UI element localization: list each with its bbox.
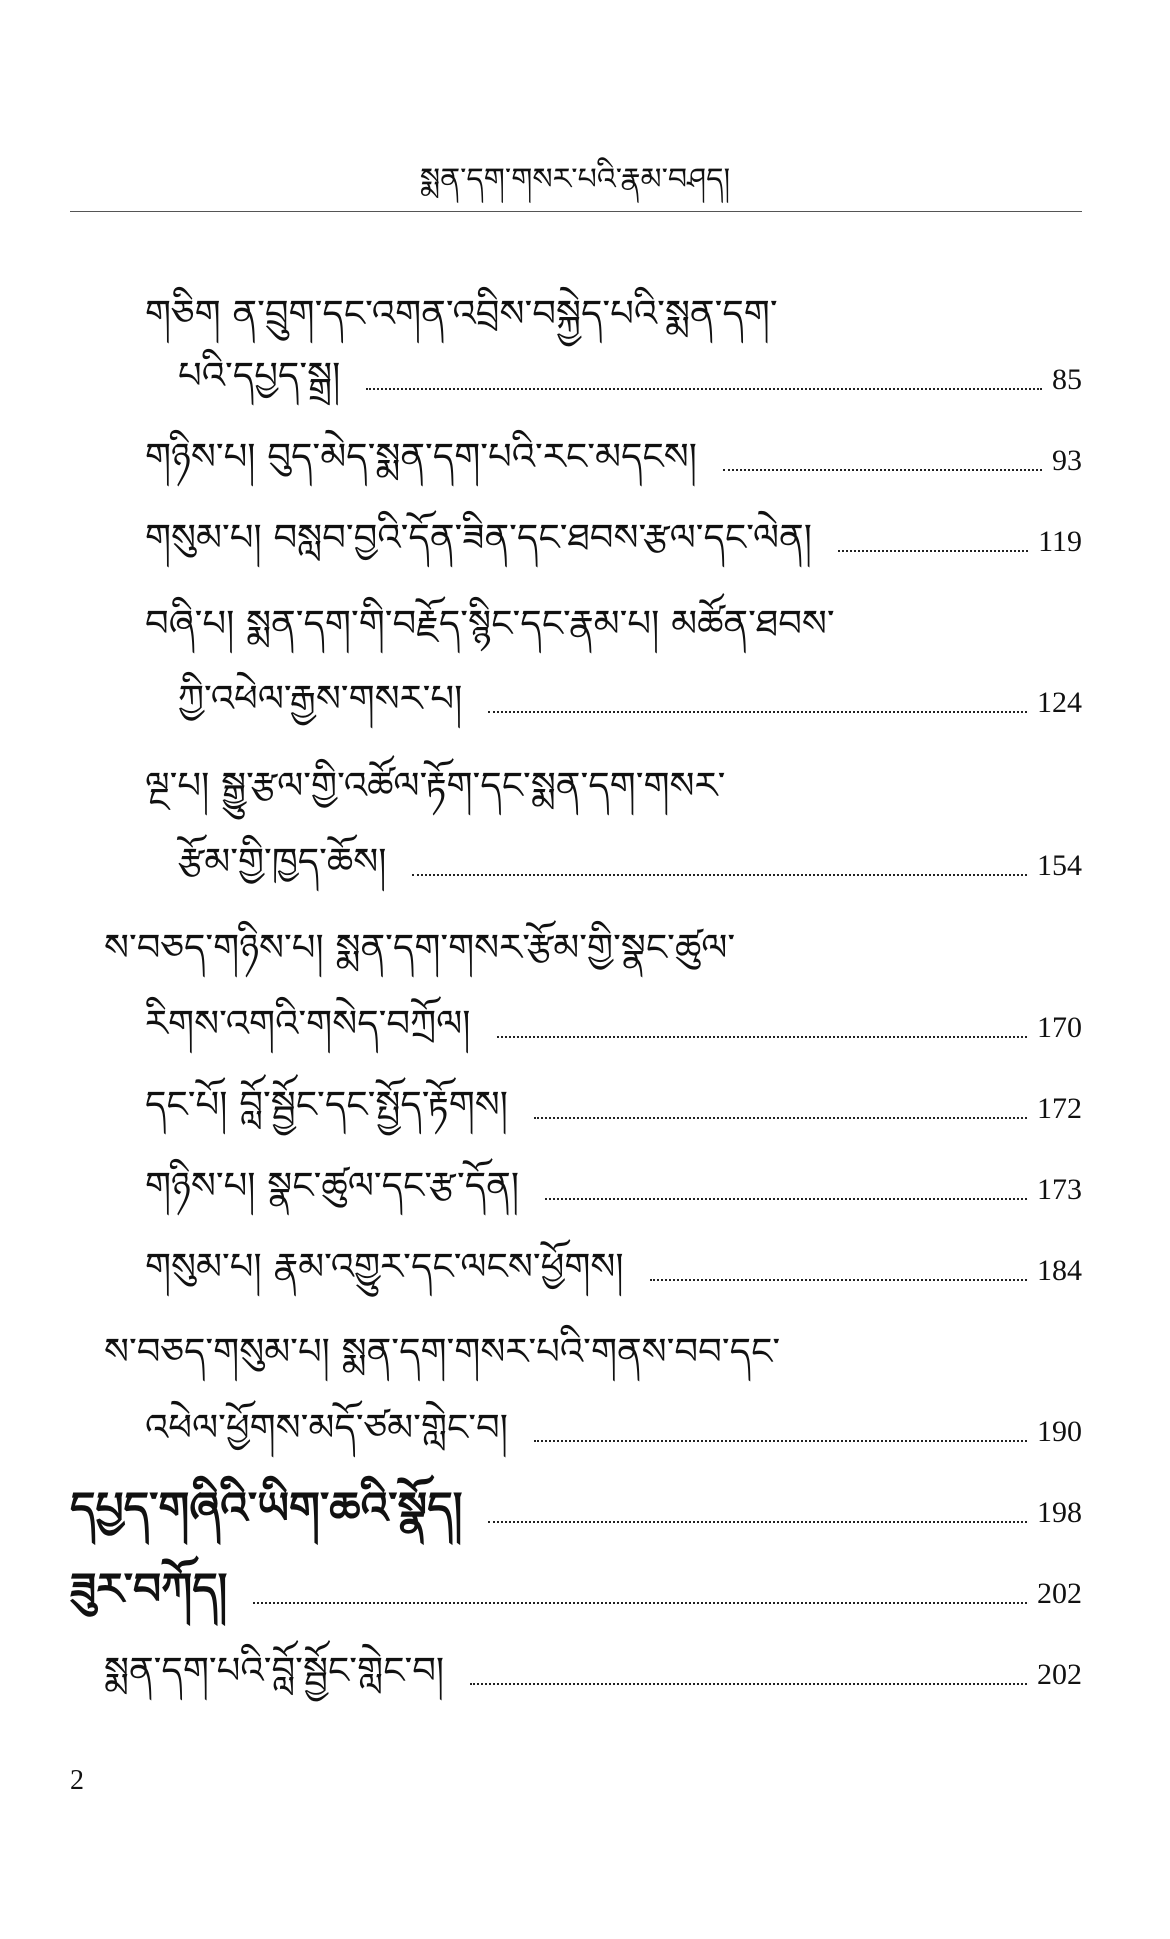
toc-entry[interactable] xyxy=(145,504,1082,564)
toc-entry[interactable] xyxy=(145,990,1082,1050)
toc-entry[interactable] xyxy=(145,280,1082,340)
toc-entry[interactable] xyxy=(145,1394,1082,1454)
toc-page-number: 93 xyxy=(1052,444,1082,477)
dot-leader xyxy=(650,1279,1027,1281)
toc-entry[interactable] xyxy=(145,752,1082,812)
dot-leader xyxy=(253,1602,1027,1604)
toc-entry-title: ལྔ་པ། སྒྱུ་རྩལ་གྱི་འཚོལ་རྟོག་དང་སྨན་དག་གསར་ xyxy=(145,764,726,807)
toc-entry[interactable] xyxy=(104,1637,1082,1697)
toc-entry-title: སྨན་དག་པའི་བློ་སྦྱོང་གླེང་བ། xyxy=(104,1649,445,1692)
toc-entry[interactable] xyxy=(178,342,1082,402)
page-number: 2 xyxy=(70,1765,84,1796)
dot-leader xyxy=(412,874,1027,876)
toc-entry[interactable] xyxy=(104,914,1082,974)
running-header: སྨན་དག་གསར་པའི་རྣམ་བཤད། xyxy=(419,162,731,197)
header-rule xyxy=(70,211,1082,212)
toc-entry-title: གསུམ་པ། རྣམ་འགྱུར་དང་ལངས་ཕྱོགས། xyxy=(145,1245,624,1288)
toc-entry-title: པའི་དཔྱད་སྒྲ། xyxy=(178,354,341,397)
toc-entry-title: རྩོམ་གྱི་ཁྱད་ཆོས། xyxy=(178,840,387,883)
toc-entry[interactable] xyxy=(104,1318,1082,1378)
toc-page-number: 190 xyxy=(1037,1415,1082,1448)
toc-entry[interactable] xyxy=(145,1233,1082,1293)
toc-entry-title: གཉིས་པ། བུད་མེད་སྨན་དག་པའི་རང་མདངས། xyxy=(145,435,697,478)
toc-entry-title: གཅིག ན་བྲུག་དང་འགན་འབྲིས་བསྐྱེད་པའི་སྨན་དག་ xyxy=(145,292,778,335)
toc-entry-title: རིགས་འགའི་གསེད་བཀྲོལ། xyxy=(145,1002,471,1045)
dot-leader xyxy=(838,550,1028,552)
toc-entry-title: ཟུར་བཀོད། xyxy=(70,1564,228,1615)
toc-entry-title: ས་བཅད་གསུམ་པ། སྨན་དག་གསར་པའི་གནས་བབ་དང་ xyxy=(104,1330,781,1373)
toc-entry-title: གསུམ་པ། བསླབ་བྱའི་དོན་ཟིན་དང་ཐབས་རྩལ་དང་ལེན། xyxy=(145,516,812,559)
toc-entry-title: དཔྱད་གཞིའི་ཡིག་ཆའི་སྣོད། xyxy=(70,1483,463,1534)
toc-page-number: 154 xyxy=(1037,849,1082,882)
toc-entry-title: བཞི་པ། སྨན་དག་གི་བརྗོད་སྙིང་དང་རྣམ་པ། མཚོན་ཐབས་ xyxy=(145,602,835,645)
toc-entry-title: ཀྱི་འཕེལ་རྒྱས་གསར་པ། xyxy=(178,677,463,720)
toc-entry[interactable] xyxy=(145,1071,1082,1131)
toc-page-number: 198 xyxy=(1037,1496,1082,1529)
dot-leader xyxy=(723,469,1042,471)
toc-entry[interactable] xyxy=(145,590,1082,650)
toc-entry-title: ས་བཅད་གཉིས་པ། སྨན་དག་གསར་རྩོམ་གྱི་སྣང་ཚུལ་ xyxy=(104,926,736,969)
dot-leader xyxy=(497,1036,1028,1038)
toc-page-number: 170 xyxy=(1037,1011,1082,1044)
toc-entry[interactable] xyxy=(145,1152,1082,1212)
toc-page-number: 184 xyxy=(1037,1254,1082,1287)
toc-entry[interactable] xyxy=(178,828,1082,888)
toc-page-number: 202 xyxy=(1037,1577,1082,1610)
dot-leader xyxy=(534,1440,1027,1442)
toc-page-number: 85 xyxy=(1052,363,1082,396)
toc-entry[interactable] xyxy=(70,1475,1082,1535)
toc-entry-title: གཉིས་པ། སྣང་ཚུལ་དང་རྩ་དོན། xyxy=(145,1164,520,1207)
toc-page-number: 172 xyxy=(1037,1092,1082,1125)
dot-leader xyxy=(488,711,1027,713)
toc-page-number: 202 xyxy=(1037,1658,1082,1691)
dot-leader xyxy=(366,388,1042,390)
toc-entry-title: དང་པོ། བློ་སྦྱོང་དང་སྤྱོད་རྟོགས། xyxy=(145,1083,508,1126)
toc-page-number: 173 xyxy=(1037,1173,1082,1206)
dot-leader xyxy=(534,1117,1027,1119)
toc-page-number: 119 xyxy=(1038,525,1082,558)
toc-entry-title: འཕེལ་ཕྱོགས་མདོ་ཙམ་གླེང་བ། xyxy=(145,1406,508,1449)
toc-entry[interactable] xyxy=(70,1556,1082,1616)
toc-entry[interactable] xyxy=(178,665,1082,725)
toc-page-number: 124 xyxy=(1037,686,1082,719)
dot-leader xyxy=(470,1683,1027,1685)
dot-leader xyxy=(488,1521,1027,1523)
toc-entry[interactable] xyxy=(145,423,1082,483)
dot-leader xyxy=(545,1198,1027,1200)
